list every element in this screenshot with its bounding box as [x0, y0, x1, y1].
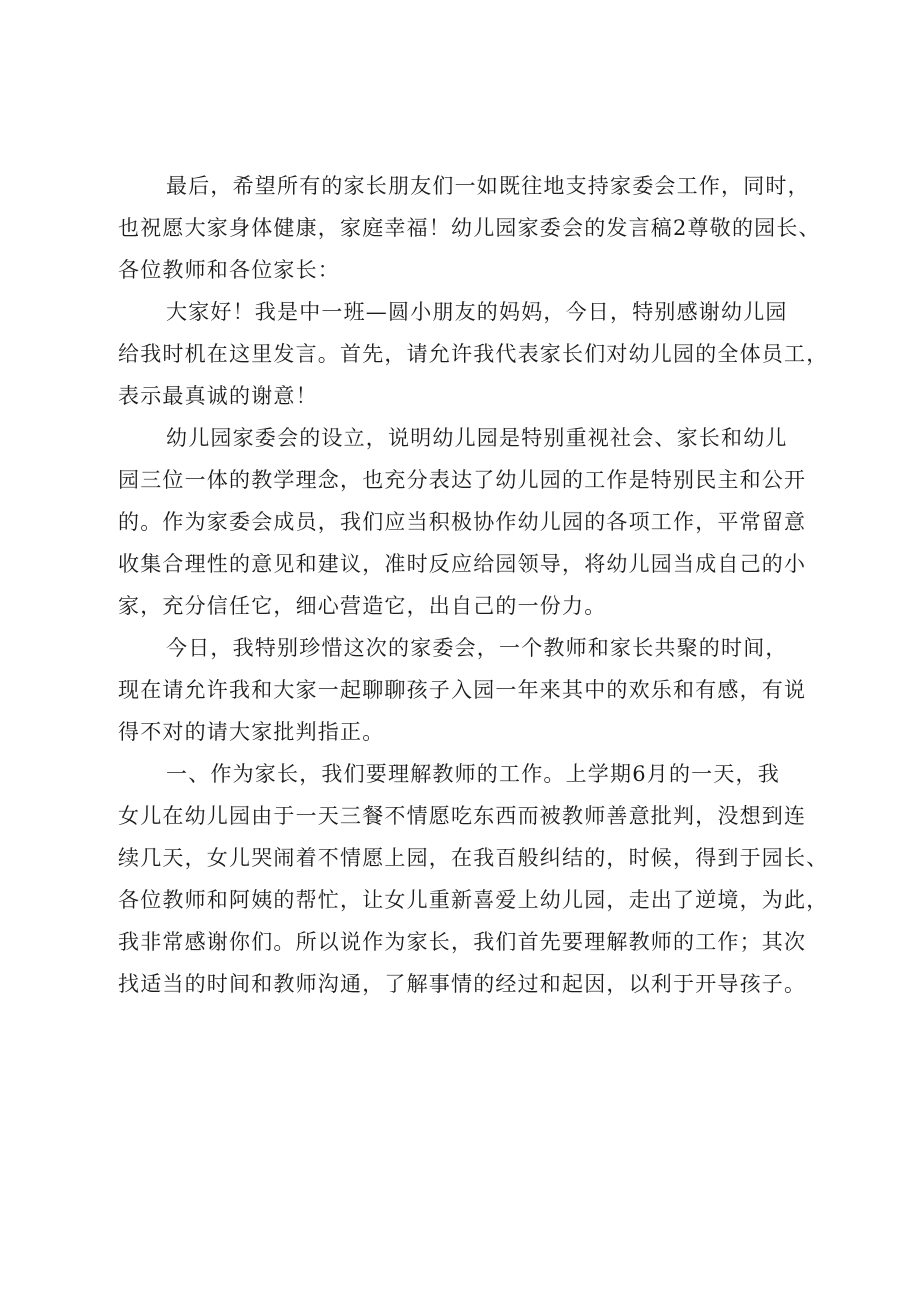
- text-line: 大家好！我是中一班—圆小朋友的妈妈，今日，特别感谢幼儿园: [166, 300, 788, 324]
- text-line: 我非常感谢你们。所以说作为家长，我们首先要理解教师的工作；其次: [118, 930, 807, 954]
- text-line: 找适当的时间和教师沟通，了解事情的经过和起因，以利于开导孩子。: [118, 972, 807, 996]
- paragraph-3: [118, 417, 838, 627]
- text-line: 给我时机在这里发言。首先，请允许我代表家长们对幼儿园的全体员工，: [118, 342, 829, 366]
- text-line: 今日，我特别珍惜这次的家委会，一个教师和家长共聚的时间，: [166, 636, 788, 660]
- paragraph-4: [118, 627, 838, 753]
- text-line: 现在请允许我和大家一起聊聊孩子入园一年来其中的欢乐和有感，有说: [118, 678, 807, 702]
- text-line: 得不对的请大家批判指正。: [118, 720, 385, 744]
- paragraph-5: [118, 753, 838, 1005]
- text-line: 园三位一体的教学理念，也充分表达了幼儿园的工作是特别民主和公开: [118, 468, 807, 492]
- text-line: 表示最真诚的谢意！: [118, 384, 318, 408]
- text-line: 一、作为家长，我们要理解教师的工作。上学期6月的一天，我: [166, 762, 780, 786]
- text-line: 最后，希望所有的家长朋友们一如既往地支持家委会工作，同时，: [166, 174, 810, 198]
- text-line: 收集合理性的意见和建议，准时反应给园领导，将幼儿园当成自己的小: [118, 552, 807, 576]
- text-line: 续几天，女儿哭闹着不情愿上园，在我百般纠结的，时候，得到于园长、: [118, 846, 829, 870]
- text-line: 的。作为家委会成员，我们应当积极协作幼儿园的各项工作，平常留意: [118, 510, 807, 534]
- text-line: 女儿在幼儿园由于一天三餐不情愿吃东西而被教师善意批判，没想到连: [118, 804, 807, 828]
- document-body: [118, 165, 838, 1005]
- text-line: 各位教师和各位家长：: [118, 258, 340, 282]
- text-line: 家，充分信任它，细心营造它，出自己的一份力。: [118, 594, 607, 618]
- text-line: 也祝愿大家身体健康，家庭幸福！幼儿园家委会的发言稿2尊敬的园长、: [118, 216, 821, 240]
- text-line: 各位教师和阿姨的帮忙，让女儿重新喜爱上幼儿园，走出了逆境，为此，: [118, 888, 829, 912]
- paragraph-2: [118, 291, 838, 417]
- text-line: 幼儿园家委会的设立，说明幼儿园是特别重视社会、家长和幼儿: [166, 426, 788, 450]
- paragraph-1: [118, 165, 838, 291]
